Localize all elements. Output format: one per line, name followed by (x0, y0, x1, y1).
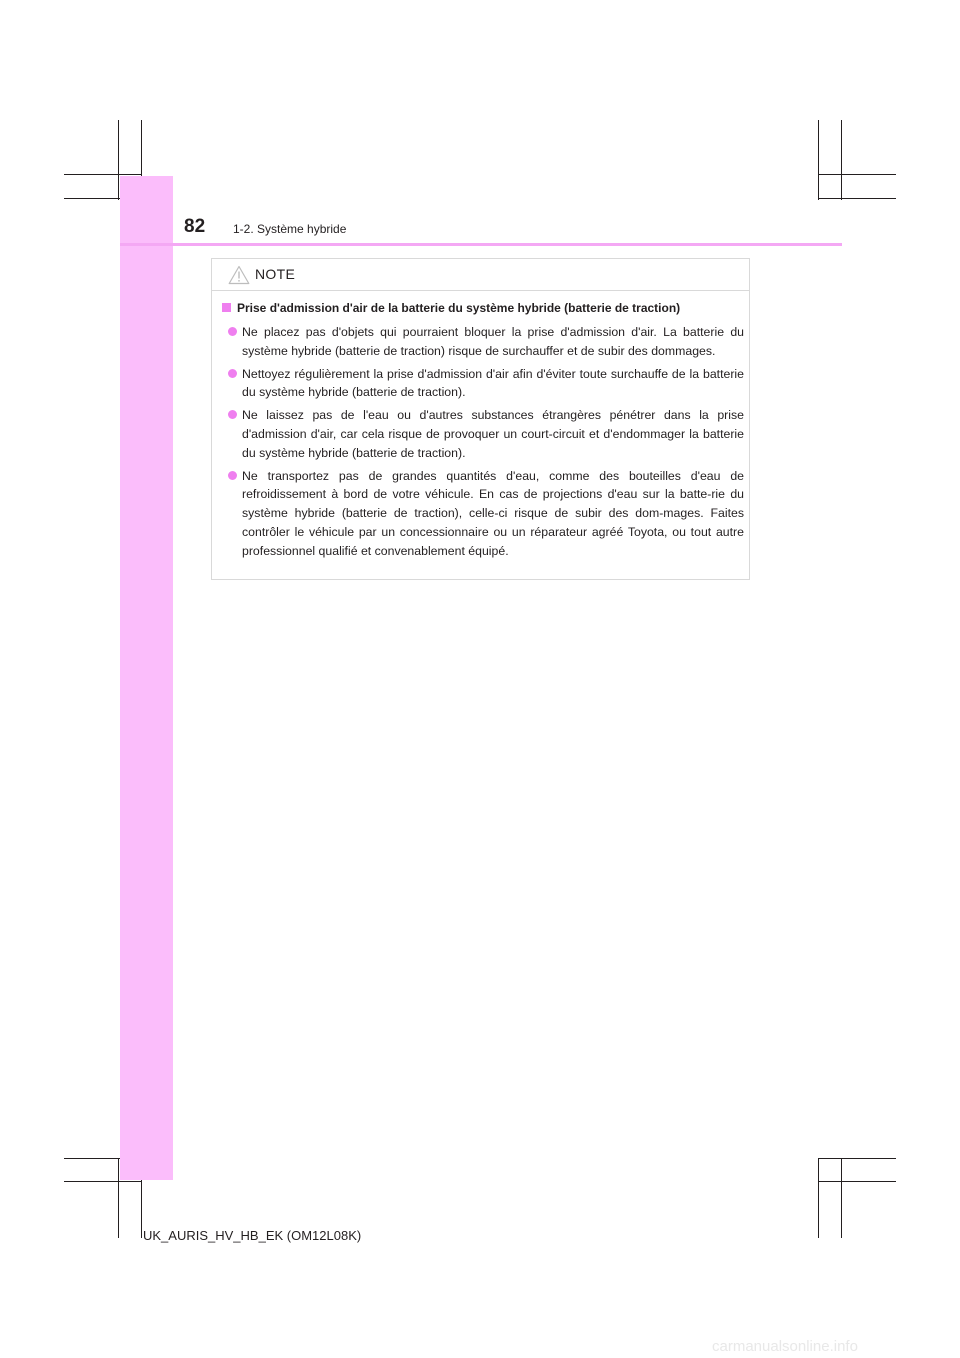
list-item-text: Ne placez pas d'objets qui pourraient bloquer la prise d'admission d'air. La batterie du système hybride (batterie de traction) risque de surchauffer et de subir des dommages. (242, 325, 744, 358)
page-number: 82 (184, 216, 206, 237)
note-box (211, 258, 750, 580)
header-rule (120, 243, 842, 246)
crop-mark (841, 1158, 842, 1238)
list-item (219, 467, 744, 561)
round-bullet-icon (228, 327, 237, 336)
crop-mark (118, 1158, 119, 1238)
crop-mark (818, 174, 896, 175)
note-body (219, 300, 744, 565)
warning-triangle-icon (228, 265, 250, 285)
document-code: UK_AURIS_HV_HB_EK (OM12L08K) (143, 1228, 362, 1243)
chapter-tab-band (120, 176, 173, 1180)
note-heading (219, 300, 744, 318)
crop-mark (841, 120, 842, 200)
svg-text:carmanualsonline.info: carmanualsonline.info (712, 1338, 858, 1355)
watermark-logo (712, 1336, 957, 1356)
note-heading-text: Prise d'admission d'air de la batterie du système hybride (batterie de traction) (237, 301, 681, 315)
round-bullet-icon (228, 410, 237, 419)
crop-mark (818, 120, 819, 200)
crop-mark (818, 1158, 896, 1159)
round-bullet-icon (228, 369, 237, 378)
list-item-text: Ne transportez pas de grandes quantités d'eau, comme des bouteilles d'eau de refroidissement à bord de votre véhicule. En cas de projections d'eau sur la batte-rie du système hybride (batterie de traction), celle-ci risque de subir des dom-mages. Faites contrôler le véhicule par un concessionnaire ou un réparateur agréé Toyota, ou tout autre professionnel qualifié et convenablement équipé. (242, 468, 744, 558)
crop-mark (818, 1181, 896, 1182)
section-title: 1-2. Système hybride (233, 222, 347, 236)
crop-mark (64, 1181, 142, 1182)
list-item (219, 406, 744, 462)
list-item (219, 323, 744, 361)
crop-mark (818, 198, 896, 199)
note-label: NOTE (255, 266, 296, 282)
list-item-text: Ne laissez pas de l'eau ou d'autres substances étrangères pénétrer dans la prise d'admission d'air, car cela risque de provoquer un court-circuit et d'endommager la batterie du système hybride (batterie de traction). (242, 408, 744, 460)
note-header (212, 259, 749, 291)
square-bullet-icon (222, 303, 231, 312)
crop-mark (118, 120, 119, 200)
round-bullet-icon (228, 471, 237, 480)
crop-mark (818, 1158, 819, 1238)
list-item (219, 365, 744, 403)
crop-mark (64, 174, 142, 175)
list-item-text: Nettoyez régulièrement la prise d'admission d'air afin d'éviter toute surchauffe de la batterie du système hybride (batterie de traction). (242, 366, 744, 400)
